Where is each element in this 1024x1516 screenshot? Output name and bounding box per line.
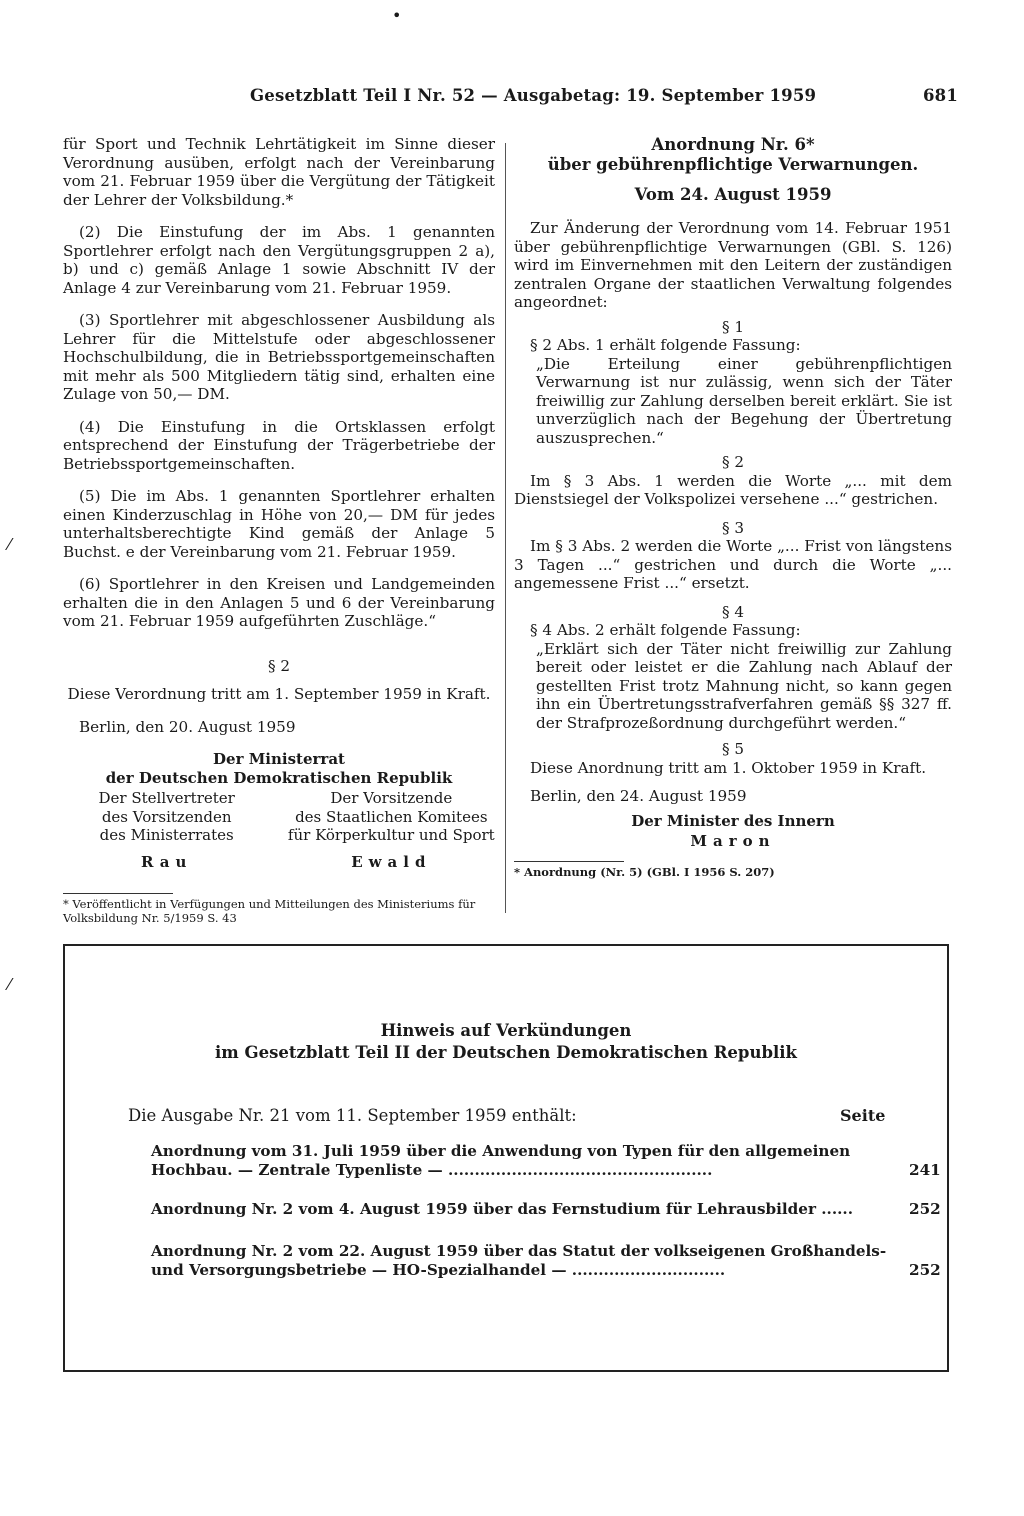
signature-left [63,789,270,871]
section-2-text-right: Im § 3 Abs. 1 werden die Worte „... mit dem Dienstsiegel der Volkspolizei versehene ...“ gestrichen. [514,471,952,508]
entry-page: 252 [909,1200,941,1218]
sig-right-line-2: des Staatlichen Komitees [295,807,488,826]
section-2-text: Diese Verordnung tritt am 1. September 1959 in Kraft. [67,685,491,703]
entry-line-1: Anordnung vom 31. Juli 1959 über die Anwendung von Typen für den allgemeinen [151,1142,851,1160]
sig-left-line-2: des Vorsitzenden [101,807,232,826]
section-4-text: § 4 Abs. 2 erhält folgende Fassung: [530,621,801,639]
running-title: Gesetzblatt Teil I Nr. 52 — Ausgabetag: 19. September 1959 [250,86,817,105]
decree-date: Vom 24. August 1959 [634,185,832,204]
left-column [63,135,495,925]
margin-tick-mark: ⁄ [8,975,11,994]
paragraph-6: (6) Sportlehrer in den Kreisen und Landgemeinden erhalten die in den Anlagen 5 und 6 der Vereinbarung vom 21. Februar 1959 aufgeführten Zuschläge.“ [63,575,495,630]
section-3-text: Im § 3 Abs. 2 werden die Worte „... Frist von längstens 3 Tagen ...“ gestrichen und durch die Worte „... angemessene Frist ...“ ersetzt. [514,537,952,592]
decree-title-2: über gebührenpflichtige Verwarnungen. [547,155,919,174]
right-column [514,135,952,879]
section-2-heading: § 2 [267,656,291,675]
paragraph-4: (4) Die Einstufung in die Ortsklassen erfolgt entsprechend der Einstufung der Trägerbetriebe der Betriebssportgemeinschaften. [63,417,495,473]
section-5-text: Diese Anordnung tritt am 1. Oktober 1959 in Kraft. [530,758,927,777]
sig-right-line-1: Der Vorsitzende [330,789,453,807]
notice-entry [151,1242,941,1280]
section-4-heading: § 4 [721,602,745,621]
sig-left-name: Rau [140,852,193,871]
scan-dot-mark: • [392,6,402,25]
notice-entry [151,1142,941,1180]
sig-right-line-3: für Körperkultur und Sport [287,826,495,844]
section-1-quote: „Die Erteilung einer gebührenpflichtigen Verwarnung ist nur zulässig, wenn sich der Täter freiwillig zur Zahlung derselben bereit erklärt. Sie ist unverzüglich nach der Begehung der Übertretung auszusprechen.“ [536,354,952,447]
paragraph-5: (5) Die im Abs. 1 genannten Sportlehrer erhalten einen Kinderzuschlag in Höhe von 20,— DM für jedes unterhaltsberechtigte Kind gemäß der Anlage 5 Buchst. e der Vereinbarung vom 21. Februar 1959. [63,487,495,561]
paragraph-2: (2) Die Einstufung der im Abs. 1 genannten Sportlehrer erfolgt nach den Vergütungsgruppen 2 a), b) und c) gemäß Anlage 1 sowie Abschnitt IV der Anlage 4 zur Vereinbarung vom 21. Februar 1959. [63,223,495,297]
place-date: Berlin, den 20. August 1959 [79,717,296,736]
notice-box [63,944,949,1372]
column-divider [505,143,506,913]
entry-page: 241 [909,1161,941,1179]
entry-line-2: Hochbau. — Zentrale Typenliste — .................................................. [151,1161,713,1179]
authority-right: Der Minister des Innern [631,811,835,830]
entry-page: 252 [909,1261,941,1279]
footnote-left: * Veröffentlicht in Verfügungen und Mitteilungen des Ministeriums für Volksbildung Nr. 5/1959 S. 43 [63,897,476,925]
paragraph-3: (3) Sportlehrer mit abgeschlossener Ausbildung als Lehrer für die Mittelstufe oder abgeschlossener Hochschulbildung, die in Betriebssportgemeinschaften mit mehr als 500 Mitgliedern tätig sind, erhalten eine Zulage von 50,— DM. [63,311,495,403]
section-3-heading: § 3 [721,518,745,537]
place-date-right: Berlin, den 24. August 1959 [530,787,747,805]
notice-title-2: im Gesetzblatt Teil II der Deutschen Demokratischen Republik [215,1043,797,1062]
authority-line-1: Der Ministerrat [213,750,345,768]
entry-line-2: und Versorgungsbetriebe — HO-Spezialhandel — ............................. [151,1261,726,1279]
decree-title-1: Anordnung Nr. 6* [651,135,815,154]
authority-line-2: der Deutschen Demokratischen Republik [105,768,453,787]
minister-name: Maron [690,832,776,850]
section-2-heading-right: § 2 [721,453,745,471]
signature-right [288,789,495,871]
signature-block [63,789,495,871]
decree-intro: Zur Änderung der Verordnung vom 14. Februar 1951 über gebührenpflichtige Verwarnungen (GBl. S. 126) wird im Einvernehmen mit den Leitern der zuständigen zentralen Organe der staatlichen Verwaltung folgendes angeordnet: [514,219,952,311]
footnote-rule-right [514,861,624,862]
notice-entry [151,1200,941,1219]
running-header [250,86,959,105]
entry-line-1: Anordnung Nr. 2 vom 4. August 1959 über das Fernstudium für Lehrausbilder ...... [151,1200,853,1218]
section-1-text: § 2 Abs. 1 erhält folgende Fassung: [530,336,801,354]
notice-title [65,1020,947,1064]
notice-intro: Die Ausgabe Nr. 21 vom 11. September 1959 enthält: [128,1106,577,1125]
paragraph-1: für Sport und Technik Lehrtätigkeit im Sinne dieser Verordnung ausüben, erfolgt nach der Vereinbarung vom 21. Februar 1959 über die Vergütung der Tätigkeit der Lehrer der Volksbildung.* [63,135,495,209]
page-column-header: Seite [840,1106,886,1125]
margin-tick-mark: ⁄ [8,535,11,554]
section-1-heading: § 1 [721,317,745,336]
footnote-right: * Anordnung (Nr. 5) (GBl. I 1956 S. 207) [514,864,775,879]
section-4-quote: „Erklärt sich der Täter nicht freiwillig zur Zahlung bereit oder leistet er die Zahlung nach Ablauf der gestellten Frist trotz Mahnung nicht, so kann gegen ihn ein Übertretungsstrafverfahren gemäß §§ 327 ff. der Strafprozeßordnung durchgeführt werden.“ [536,639,952,732]
sig-left-line-3: des Ministerrates [99,826,234,844]
sig-left-line-1: Der Stellvertreter [98,789,235,807]
page-number: 681 [923,86,959,105]
footnote-rule [63,893,173,894]
sig-right-name: Ewald [351,852,432,871]
notice-title-1: Hinweis auf Verkündungen [380,1021,632,1040]
section-5-heading: § 5 [721,740,745,758]
entry-line-1: Anordnung Nr. 2 vom 22. August 1959 über das Statut der volkseigenen Großhandels- [151,1242,887,1260]
